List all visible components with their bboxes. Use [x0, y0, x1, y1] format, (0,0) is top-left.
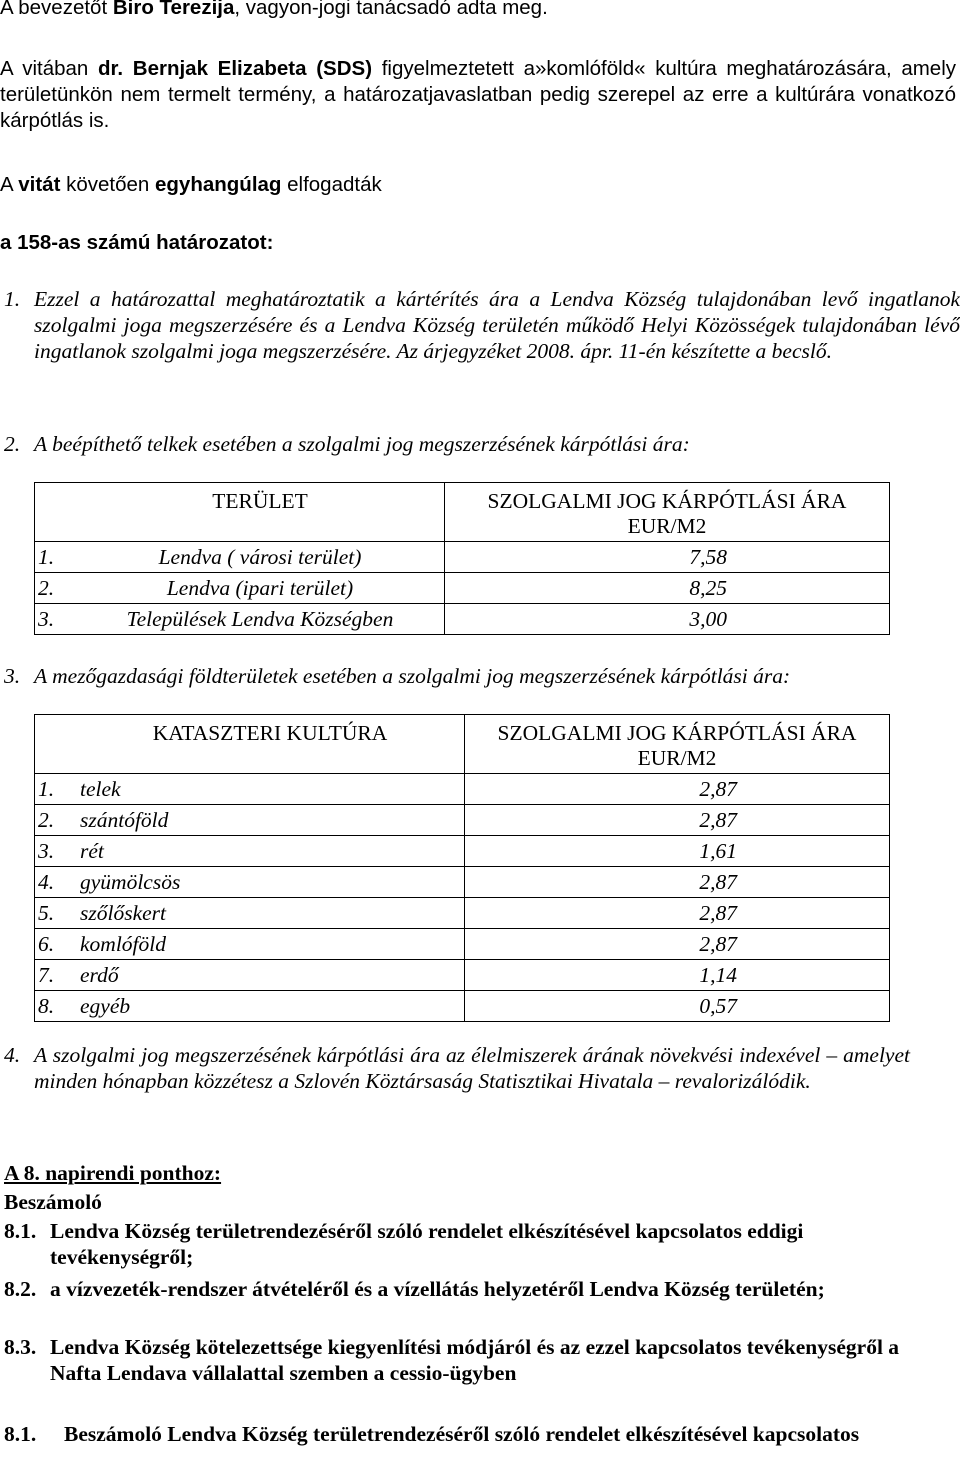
accepted-mid: követően [60, 173, 155, 196]
point-3-text: A mezőgazdasági földterületek esetében a szolgalmi jog megszerzésének kárpótlási ára: [34, 664, 791, 688]
point-2-number: 2. [4, 432, 21, 456]
accepted-a: A [0, 173, 19, 196]
table-row: 2. szántóföld 2,87 [35, 805, 890, 836]
point-4-number: 4. [4, 1043, 21, 1067]
point-3-number: 3. [4, 664, 21, 688]
point-4-text: A szolgalmi jog megszerzésének kárpótlási ára az élelmiszerek árának növekvési indexével – amelyet minden hónapban közzétesz a Szlovén Köztársaság Statisztikai Hivatala – revalorizálódik. [34, 1043, 910, 1093]
table-row: 4. gyümölcsös 2,87 [35, 867, 890, 898]
debate-speaker: dr. Bernjak Elizabeta (SDS) [98, 57, 373, 80]
table-row: 3. Települések Lendva Községben 3,00 [35, 604, 890, 635]
final-heading: 8.1. Beszámoló Lendva Község területrendezéséről szóló rendelet elkészítésével kapcsolatos [4, 1422, 860, 1446]
table-row: 1. Lendva ( városi terület) 7,58 [35, 542, 890, 573]
header-price: SZOLGALMI JOG KÁRPÓTLÁSI ÁRA EUR/M2 [465, 715, 890, 774]
agenda-item: 8.3. Lendva Község kötelezettsége kiegyenlítési módjáról és az ezzel kapcsolatos tevékenységről a Nafta Lendava vállalattal szemben a cessio-ügyben [4, 1335, 900, 1385]
table-row: 6. komlóföld 2,87 [35, 929, 890, 960]
point-1 [4, 286, 960, 364]
table-cultures [34, 714, 890, 1022]
point-2 [4, 431, 960, 457]
agenda-subheading: Beszámoló [4, 1190, 102, 1214]
point-1-text: Ezzel a határozattal meghatároztatik a kártérítés ára a Lendva Község tulajdonában levő ingatlanok szolgalmi joga megszerzésére és a Lendva Község területén működő Helyi Közösségek tulajdonában lévő ingatlanok szolgalmi joga megszerzésére. Az árjegyzéket 2008. ápr. 11-én készítette a becslő. [34, 287, 960, 363]
agenda-heading: A 8. napirendi ponthoz: [4, 1161, 222, 1185]
header-price: SZOLGALMI JOG KÁRPÓTLÁSI ÁRA EUR/M2 [445, 483, 890, 542]
table-row: 3. rét 1,61 [35, 836, 890, 867]
intro-text-post: , vagyon-jogi tanácsadó adta meg. [234, 0, 548, 19]
agenda-item: 8.2. a vízvezeték-rendszer átvételéről és a vízellátás helyzetéről Lendva Község területén; [4, 1277, 825, 1301]
accepted-vitat: vitát [18, 173, 61, 196]
debate-text-pre: A vitában [0, 57, 99, 80]
point-2-text: A beépíthető telkek esetében a szolgalmi jog megszerzésének kárpótlási ára: [34, 432, 690, 456]
debate-text-post: figyelmeztetett a»komlóföld« kultúra meghatározására, amely területünkön nem termelt termény, a határozatjavaslatban pedig szerepel az erre a kultúrára vonatkozó kárpótlás is. [0, 57, 957, 132]
table-row: 2. Lendva (ipari terület) 8,25 [35, 573, 890, 604]
table-areas [34, 482, 890, 635]
debate-paragraph [0, 56, 956, 134]
table-row: 8. egyéb 0,57 [35, 991, 890, 1022]
speaker-name: Biro Terezija [112, 0, 235, 19]
accepted-unanimous: egyhangúlag [155, 173, 282, 196]
table-header-row [35, 715, 890, 774]
intro-paragraph [0, 0, 960, 21]
point-3 [4, 663, 960, 689]
table-row: 7. erdő 1,14 [35, 960, 890, 991]
header-area: TERÜLET [76, 483, 445, 542]
resolution-title: a 158-as számú határozatot: [0, 231, 274, 254]
table-row: 5. szőlőskert 2,87 [35, 898, 890, 929]
header-culture: KATASZTERI KULTÚRA [76, 715, 465, 774]
point-4 [4, 1042, 910, 1094]
table-header-row [35, 483, 890, 542]
table-row: 1. telek 2,87 [35, 774, 890, 805]
agenda-item: 8.1. Lendva Község területrendezéséről szóló rendelet elkészítésével kapcsolatos eddigi tevékenységről; [4, 1219, 804, 1269]
point-1-number: 1. [4, 287, 21, 311]
accepted-post: elfogadták [281, 173, 382, 196]
accepted-line [0, 172, 960, 198]
intro-text-pre: A bevezetőt [0, 0, 113, 19]
